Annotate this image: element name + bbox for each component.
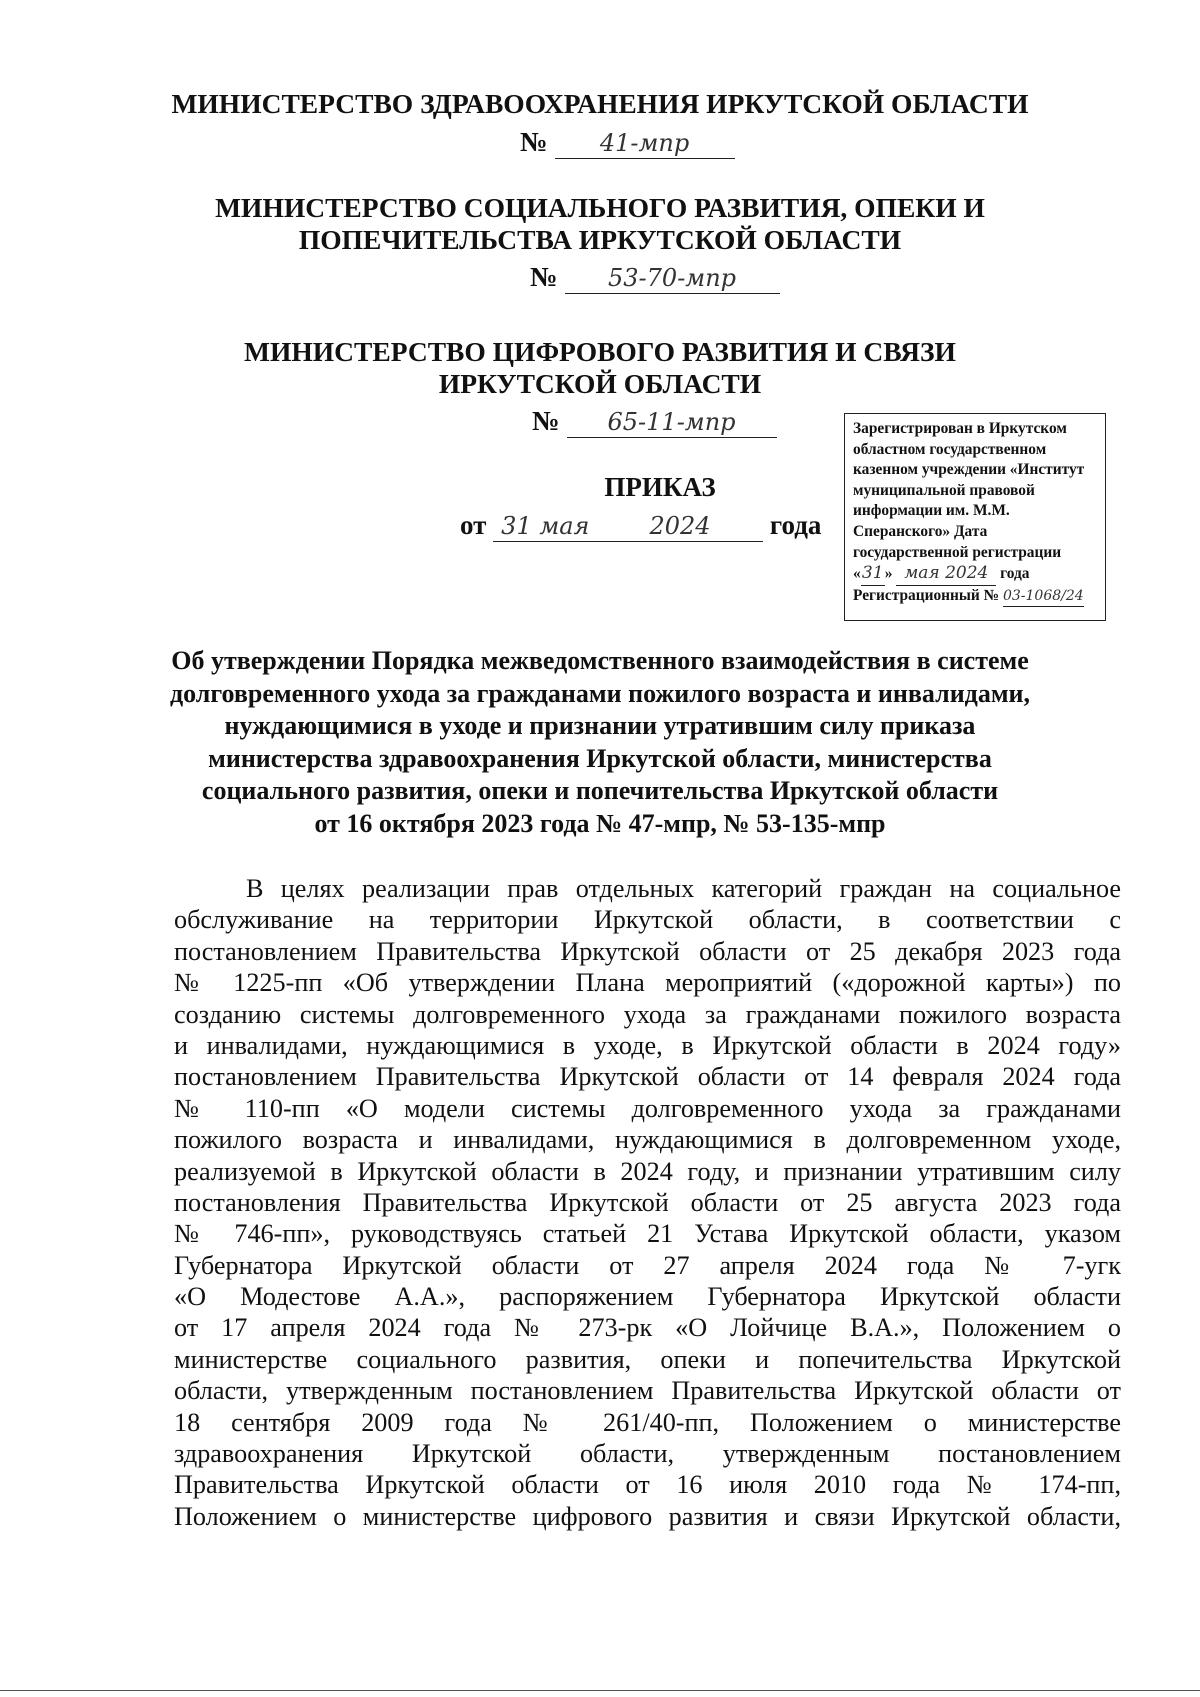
body-line: 18 сентября 2009 года № 261/40-пп, Положением о министерстве (174, 1407, 1121, 1437)
body-line: постановления Правительства Иркутской области от 25 августа 2023 года (174, 1187, 1121, 1217)
body-line: созданию системы долговременного ухода за гражданами пожилого возраста (174, 999, 1121, 1029)
body-line: обслуживание на территории Иркутской области, в соответствии с (174, 905, 1121, 935)
body-line: № 110-пп «О модели системы долговременного ухода за гражданами (174, 1093, 1121, 1123)
ministry-health-name: МИНИСТЕРСТВО ЗДРАВООХРАНЕНИЯ ИРКУТСКОЙ ОБЛАСТИ (171, 88, 1029, 119)
order-heading: ПРИКАЗ (604, 472, 716, 502)
handwritten-number: 41-мпр (599, 129, 690, 157)
body-line: Положением о министерстве цифрового развития и связи Иркутской области, (174, 1501, 1121, 1531)
registration-number: Регистрационный № 03-1068/24 (853, 586, 1097, 608)
body-line: реализуемой в Иркутской области в 2024 году, и признании утратившим силу (174, 1156, 1121, 1186)
body-line: Губернатора Иркутской области от 27 апреля 2024 года № 7-угк (174, 1250, 1121, 1280)
body-line: Правительства Иркутской области от 16 июля 2010 года № 174-пп, (174, 1470, 1121, 1500)
body-line: № 1225-пп «Об утверждении Плана мероприятий («дорожной карты») по (174, 968, 1121, 998)
registration-stamp: Зарегистрирован в Иркутском областном государственном казенном учреждении «Институт муниципальной правовой информации им. М.М. Сперанского» Дата государственной регистрации «31» мая 2024 года Регистрационный № 03-1068/24 (844, 413, 1106, 621)
body-line: министерстве социального развития, опеки и попечительства Иркутской (174, 1344, 1121, 1374)
scan-edge-line (0, 1690, 1200, 1691)
handwritten-date-year: 2024 (649, 512, 711, 540)
document-title: Об утверждении Порядка межведомственного взаимодействия в системе долговременного ухода за гражданами пожилого возраста и инвалидами, нуждающимися в уходе и признании утратившим силу приказа министерства здравоохранения Иркутской области, министерства социального развития, опеки и попечительства Иркутской области от 16 октября 2023 года № 47-мпр, № 53-135-мпр (169, 646, 1031, 838)
body-line: В целях реализации прав отдельных категорий граждан на социальное (246, 874, 1121, 903)
ministry-social-name: МИНИСТЕРСТВО СОЦИАЛЬНОГО РАЗВИТИЯ, ОПЕКИ И ПОПЕЧИТЕЛЬСТВА ИРКУТСКОЙ ОБЛАСТИ (215, 192, 985, 255)
body-line: здравоохранения Иркутской области, утвержденным постановлением (174, 1439, 1121, 1469)
registration-date: «31» мая 2024 года (853, 563, 1097, 586)
document-body (174, 873, 1121, 1532)
handwritten-number: 53-70-мпр (608, 264, 737, 292)
body-line: и инвалидами, нуждающимися в уходе, в Иркутской области в 2024 году» (174, 1030, 1121, 1060)
body-line: «О Модестове А.А.», распоряжением Губернатора Иркутской области (174, 1282, 1121, 1312)
body-line: постановлением Правительства Иркутской области от 25 декабря 2023 года (174, 936, 1121, 966)
order-date: от 31 мая 2024 года (460, 510, 822, 540)
ministry-digital-name: МИНИСТЕРСТВО ЦИФРОВОГО РАЗВИТИЯ И СВЯЗИ ИРКУТСКОЙ ОБЛАСТИ (244, 336, 956, 399)
body-line: постановлением Правительства Иркутской области от 14 февраля 2024 года (174, 1062, 1121, 1092)
body-line: пожилого возраста и инвалидами, нуждающимися в долговременном уходе, (174, 1125, 1121, 1155)
body-line: области, утвержденным постановлением Правительства Иркутской области от (174, 1376, 1121, 1406)
handwritten-number: 65-11-мпр (607, 408, 736, 436)
ministry-social-number: № 53-70-мпр (530, 261, 780, 294)
ministry-digital-number: № 65-11-мпр (532, 405, 777, 438)
body-line: от 17 апреля 2024 года № 273-рк «О Лойчице В.А.», Положением о (174, 1313, 1121, 1343)
handwritten-date-day-month: 31 мая (501, 512, 590, 540)
body-line: № 746-пп», руководствуясь статьей 21 Устава Иркутской области, указом (174, 1219, 1121, 1249)
ministry-health-number: № 41-мпр (520, 126, 735, 159)
